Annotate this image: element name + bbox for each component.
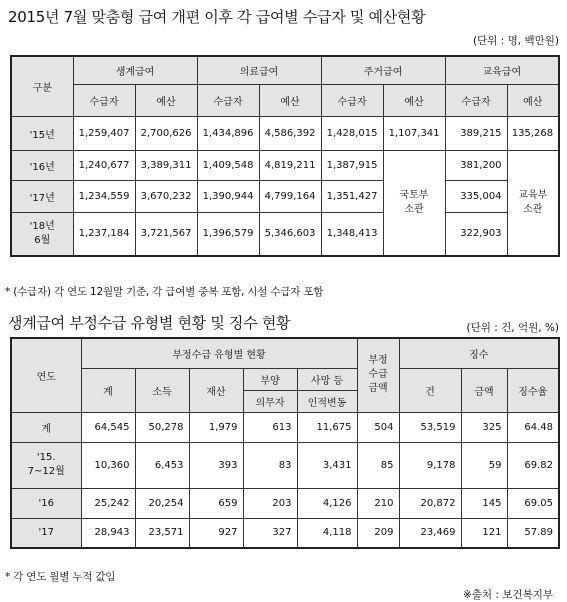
housing-dept-line2: 소관	[404, 203, 424, 215]
row-label	[11, 442, 81, 488]
cell: 20,872	[399, 488, 461, 518]
header-education: 교육급여	[445, 56, 559, 84]
header-livelihood: 생계급여	[73, 56, 197, 84]
cell: 209	[357, 518, 399, 548]
cell: 3,721,567	[135, 212, 197, 256]
header-income: 소득	[135, 368, 189, 412]
table-row	[11, 442, 559, 488]
table-row	[11, 212, 559, 256]
cell: 4,819,211	[259, 150, 321, 180]
header-budget: 예산	[383, 84, 445, 116]
row-label: '16년	[11, 150, 73, 180]
cell: 203	[243, 488, 297, 518]
cell: 659	[189, 488, 243, 518]
row-label: '16	[11, 488, 81, 518]
row-label: 계	[11, 412, 81, 442]
cell: 504	[357, 412, 399, 442]
cell: 53,519	[399, 412, 461, 442]
cell: 69.05	[507, 488, 559, 518]
table-row	[11, 518, 559, 548]
header-recipients: 수급자	[321, 84, 383, 116]
edu-dept-cell	[507, 150, 559, 256]
cell: 4,586,392	[259, 116, 321, 150]
cell: 927	[189, 518, 243, 548]
cell: 1,107,341	[383, 116, 445, 150]
housing-dept-line1: 국토부	[399, 189, 429, 201]
cell: 3,431	[297, 442, 357, 488]
cell: 1,979	[189, 412, 243, 442]
cell: 85	[357, 442, 399, 488]
cell: 64.48	[507, 412, 559, 442]
cell: 83	[243, 442, 297, 488]
cell: 4,799,164	[259, 180, 321, 212]
header-budget: 예산	[507, 84, 559, 116]
row-label-line1: '15.	[36, 452, 56, 463]
source-note: ※출처 : 보건복지부	[462, 589, 553, 601]
row-label: '17년	[11, 180, 73, 212]
cell: 1,387,915	[321, 150, 383, 180]
cell: 1,237,184	[73, 212, 135, 256]
header-count: 건	[399, 368, 461, 412]
cell: 210	[357, 488, 399, 518]
cell: 1,428,015	[321, 116, 383, 150]
table2-footnote: * 각 연도 월별 누적 값임	[5, 571, 116, 583]
cell: 145	[461, 488, 507, 518]
header-collection: 징수	[399, 338, 559, 368]
cell: 59	[461, 442, 507, 488]
header-fraud-amount	[357, 338, 399, 412]
row-label-line1: '18년	[29, 220, 55, 232]
cell: 9,178	[399, 442, 461, 488]
table2-unit: (단위 : 건, 억원, %)	[466, 322, 559, 334]
header-death-line1: 사망 등	[297, 368, 357, 390]
header-fraud-types: 부정수급 유형별 현황	[81, 338, 357, 368]
cell: 1,390,944	[197, 180, 259, 212]
cell: 11,675	[297, 412, 357, 442]
row-label-line2: 7~12월	[27, 466, 65, 477]
cell: 325	[461, 412, 507, 442]
cell: 327	[243, 518, 297, 548]
cell: 64,545	[81, 412, 135, 442]
housing-dept-cell	[383, 150, 445, 256]
cell: 4,126	[297, 488, 357, 518]
cell: 4,118	[297, 518, 357, 548]
cell: 5,346,603	[259, 212, 321, 256]
cell: 1,434,896	[197, 116, 259, 150]
edu-dept-line2: 소관	[523, 203, 543, 215]
cell: 2,700,626	[135, 116, 197, 150]
header-death-line2: 인적변동	[297, 390, 357, 412]
cell: 1,396,579	[197, 212, 259, 256]
cell: 1,409,548	[197, 150, 259, 180]
cell: 389,215	[445, 116, 507, 150]
header-asset: 재산	[189, 368, 243, 412]
cell: 69.82	[507, 442, 559, 488]
header-year: 연도	[11, 338, 81, 412]
cell: 23,571	[135, 518, 189, 548]
table1-footnote: * (수급자) 각 연도 12월말 기준, 각 급여별 중복 포함, 시설 수급자 포함	[5, 286, 324, 298]
cell: 3,670,232	[135, 180, 197, 212]
table2-title: 생계급여 부정수급 유형별 현황 및 징수 현황	[8, 314, 291, 332]
cell: 50,278	[135, 412, 189, 442]
header-recipients: 수급자	[197, 84, 259, 116]
header-medical: 의료급여	[197, 56, 321, 84]
cell: 121	[461, 518, 507, 548]
table-row	[11, 150, 559, 180]
recipients-budget-table	[10, 55, 560, 257]
cell: 6,453	[135, 442, 189, 488]
table-row	[11, 180, 559, 212]
header-rate: 징수율	[507, 368, 559, 412]
table1-unit: (단위 : 명, 백만원)	[473, 35, 559, 47]
cell: 381,200	[445, 150, 507, 180]
row-label-line2: 6월	[34, 234, 51, 246]
cell: 1,240,677	[73, 150, 135, 180]
header-housing: 주거급여	[321, 56, 445, 84]
cell: 335,004	[445, 180, 507, 212]
row-label: '17	[11, 518, 81, 548]
cell: 3,389,311	[135, 150, 197, 180]
header-total: 계	[81, 368, 135, 412]
header-amount: 금액	[461, 368, 507, 412]
header-recipients: 수급자	[445, 84, 507, 116]
table1-title: 2015년 7월 맞춤형 급여 개편 이후 각 급여별 수급자 및 예산현황	[8, 8, 426, 26]
header-fraud-amount-line1: 부정	[368, 355, 388, 367]
header-gubun: 구분	[11, 56, 73, 116]
cell: 613	[243, 412, 297, 442]
header-budget: 예산	[259, 84, 321, 116]
cell: 23,469	[399, 518, 461, 548]
edu-dept-line1: 교육부	[518, 189, 548, 201]
cell: 10,360	[81, 442, 135, 488]
table-row	[11, 116, 559, 150]
cell: 57.89	[507, 518, 559, 548]
fraud-collection-table	[10, 337, 560, 549]
cell: 322,903	[445, 212, 507, 256]
cell: 393	[189, 442, 243, 488]
row-label	[11, 212, 73, 256]
cell: 1,234,559	[73, 180, 135, 212]
header-support-line2: 의무자	[243, 390, 297, 412]
cell: 1,259,407	[73, 116, 135, 150]
table-row	[11, 488, 559, 518]
row-label: '15년	[11, 116, 73, 150]
cell: 28,943	[81, 518, 135, 548]
cell: 1,348,413	[321, 212, 383, 256]
header-recipients: 수급자	[73, 84, 135, 116]
cell: 20,254	[135, 488, 189, 518]
table-row	[11, 412, 559, 442]
cell: 1,351,427	[321, 180, 383, 212]
cell: 135,268	[507, 116, 559, 150]
header-fraud-amount-line2: 수급	[368, 369, 388, 381]
cell: 25,242	[81, 488, 135, 518]
header-support-line1: 부양	[243, 368, 297, 390]
header-fraud-amount-line3: 금액	[368, 383, 388, 395]
header-budget: 예산	[135, 84, 197, 116]
